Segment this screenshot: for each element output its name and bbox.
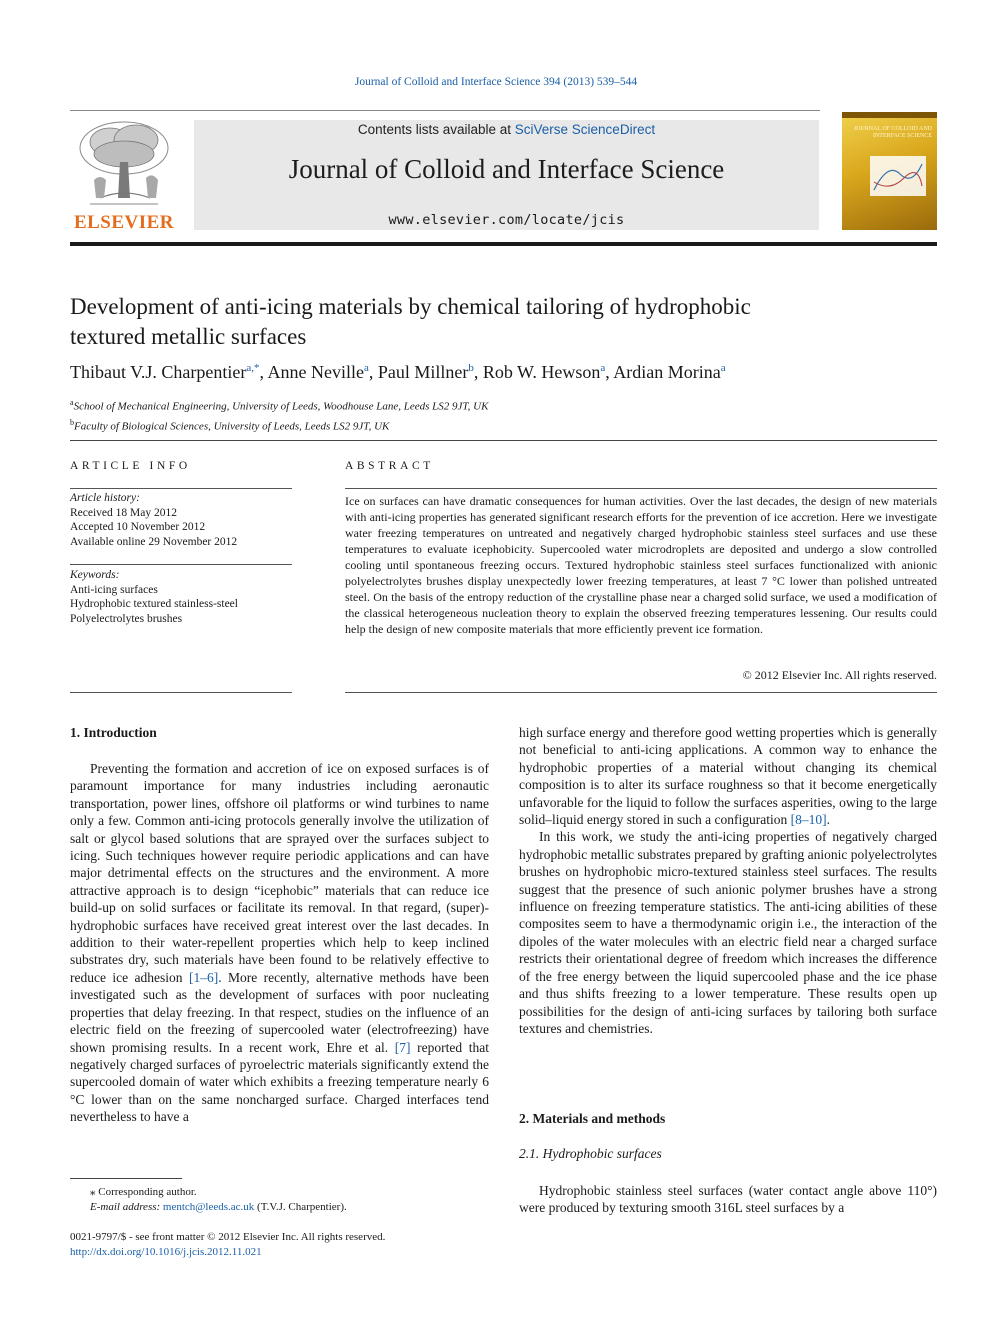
abstract-copyright: © 2012 Elsevier Inc. All rights reserved. — [742, 668, 937, 682]
body-column-right-continued — [519, 1182, 937, 1217]
author-affiliation-mark[interactable]: b — [468, 362, 474, 374]
article-info-rule — [70, 564, 292, 565]
affiliation-text: Faculty of Biological Sciences, University of Leeds, Leeds LS2 9JT, UK — [74, 420, 390, 433]
author-affiliation-mark[interactable]: a,* — [246, 362, 260, 374]
affiliation-text: School of Mechanical Engineering, University of Leeds, Woodhouse Lane, Leeds LS2 9JT, UK — [73, 400, 489, 413]
footnote-rule — [70, 1178, 182, 1179]
author-affiliation-mark[interactable]: a — [600, 362, 606, 374]
paper-title — [70, 292, 930, 352]
title-line-2: textured metallic surfaces — [70, 324, 307, 349]
header-thick-rule — [70, 242, 937, 246]
article-info-heading: ARTICLE INFO — [70, 460, 191, 472]
author-name[interactable]: Paul Millner — [377, 362, 469, 382]
journal-title: Journal of Colloid and Interface Science — [288, 154, 725, 184]
email-note — [70, 1200, 347, 1215]
online-date: Available online 29 November 2012 — [70, 535, 238, 548]
sciencedirect-link[interactable]: SciVerse ScienceDirect — [514, 122, 656, 137]
publication-info — [70, 1230, 385, 1260]
affiliation-item — [70, 415, 488, 435]
elsevier-wordmark: ELSEVIER — [73, 212, 175, 233]
paragraph-text: . More recently, alternative methods have been investigated such as the development of surfaces with poor nucleating properties that delay freezing. In that respect, studies on the influence of an electric field on the freezing of supercooled water (electrofreezing) have shown promising results. In a recent work, Ehre et al. — [70, 969, 489, 1055]
author-name[interactable]: Anne Neville — [267, 362, 364, 382]
citation-link[interactable]: [8–10] — [790, 812, 827, 828]
doi-link[interactable]: http://dx.doi.org/10.1016/j.jcis.2012.11.021 — [70, 1246, 262, 1258]
article-history — [70, 491, 292, 549]
received-date: Received 18 May 2012 — [70, 506, 177, 519]
author-name[interactable]: Ardian Morina — [613, 362, 721, 382]
paragraph-text: Preventing the formation and accretion of ice on exposed surfaces is of paramount importance for many industries including aeronautic transportation, power lines, offshore oil platforms or wind turbines to name only a few. Common anti-icing protocols generally involve the utilization of salt or glycol based solutions that are sprayed over the surfaces subject to icing. Such techniques however require periodic applications and can have major detrimental effects on the structures and the environment. A more attractive approach is to design “icephobic” materials that can reduce ice build-up on solid surfaces or facilitate its removal. In that regard, (super)-hydrophobic surfaces have received great interest over the last decades. In addition to their water-repellent properties which help to keep inclined substrates dry, such materials have been found to be relatively effective to reduce ice adhesion — [70, 761, 489, 985]
body-column-left — [70, 760, 489, 1126]
paragraph — [70, 760, 489, 1126]
keyword-item: Anti-icing surfaces — [70, 583, 158, 596]
subsection-heading: 2.1. Hydrophobic surfaces — [519, 1146, 662, 1161]
article-info-rule — [70, 692, 292, 693]
contents-line — [194, 122, 819, 137]
keyword-item: Polyelectrolytes brushes — [70, 612, 183, 625]
author-affiliation-mark[interactable]: a — [363, 362, 369, 374]
corresponding-author-note: ⁎ Corresponding author. — [90, 1186, 197, 1198]
article-info-rule — [70, 488, 292, 489]
citation-link[interactable]: [1–6] — [188, 969, 219, 985]
keywords-label: Keywords: — [70, 569, 120, 581]
footnotes — [70, 1185, 347, 1215]
journal-citation[interactable]: Journal of Colloid and Interface Science 394 (2013) 539–544 — [354, 76, 638, 88]
section-heading-materials: 2. Materials and methods — [519, 1111, 666, 1126]
accepted-date: Accepted 10 November 2012 — [70, 521, 206, 533]
abstract-text: Ice on surfaces can have dramatic consequences for human activities. Over the last decades, the design of new materials with anti-icing properties has generated significant research efforts for the prevention of ice accretion. Here we investigate water freezing temperatures on untreated and negatively charged hydrophobic stainless steel surfaces and use these temperatures to evaluate icephobicity. Supercooled water microdroplets are deposited and undergo a slow controlled cooling until spontaneous freezing occurs. Textured hydrophobic stainless steel surfaces functionalized with anionic polyelectrolytes brushes display unexpectedly lower freezing temperatures, at least 7 °C lower than polished untreated steel. On the basis of the entropy reduction of the crystalline phase near a charged solid surface, we used a modification of the classical heterogeneous nucleation theory to explain the observed freezing temperatures lessening. Our results could help the design of new composite materials that more efficiently prevent ice formation. — [345, 494, 937, 636]
abstract-rule — [345, 692, 937, 693]
author-list: Thibaut V.J. Charpentier$^{a,*}$, Anne Neville$^a$, Paul Millner$^b$, Rob W. Hewson$^a$, Ardian Morina$^a$ — [70, 362, 726, 382]
section-heading-introduction: 1. Introduction — [70, 725, 157, 740]
affiliation-mark: a — [70, 398, 74, 407]
author-name[interactable]: Thibaut V.J. Charpentier — [70, 362, 247, 382]
paragraph-text: reported that negatively charged surfaces of pyroelectric materials significantly extend the supercooled domain of water which exhibits a freezing temperature nearly 6 °C lower than on the same noncharged surface. Charged interfaces tend nevertheless to have a — [70, 1039, 489, 1125]
email-label: E-mail address: — [90, 1201, 163, 1213]
history-label: Article history: — [70, 492, 140, 504]
header-rule — [70, 110, 820, 111]
abstract-rule — [345, 488, 937, 489]
keywords — [70, 568, 292, 626]
title-line-1: Development of anti-icing materials by chemical tailoring of hydrophobic — [70, 294, 751, 319]
keyword-item: Hydrophobic textured stainless-steel — [70, 598, 238, 610]
affiliations — [70, 395, 488, 434]
paragraph: In this work, we study the anti-icing properties of negatively charged hydrophobic metallic substrates prepared by grafting anionic polyelectrolytes brushes on hydrophobic micro-textured stainless steel surfaces. The results suggest that the presence of such anionic polymer brushes have a strong influence on freezing temperature statistics. The anti-icing abilities of these composites seem to have a thermodynamic origin i.e., the interaction of the dipoles of the water molecules with an electric field near a charged surface restricts their orientational degree of freedom which increases the difference of the free energy between the liquid supercooled phase and the ice phase and thus shifts freezing to a lower temperature. These results open up possibilities for the design of anti-icing surfaces by tailoring both surface textures and chemistries. — [519, 829, 937, 1036]
title-separator — [70, 440, 937, 441]
email-link[interactable]: mentch@leeds.ac.uk — [162, 1201, 255, 1213]
paragraph — [519, 724, 937, 828]
author-affiliation-mark[interactable]: a — [720, 362, 726, 374]
paragraph-text: high surface energy and therefore good wetting properties which is generally not beneficial to anti-icing applications. A common way to enhance the hydrophobic properties of a material without changing its chemical composition is to alter its surface roughness so that it become energetically unfavorable for the liquid to follow the surfaces asperities, owing to the large solid–liquid energy stored in such a configuration — [519, 725, 937, 828]
tree-icon — [70, 118, 178, 210]
cover-journal-name: JOURNAL OF COLLOID AND INTERFACE SCIENCE — [853, 126, 932, 139]
author-name[interactable]: Rob W. Hewson — [482, 362, 601, 382]
email-suffix: (T.V.J. Charpentier). — [254, 1201, 347, 1213]
abstract-heading: ABSTRACT — [345, 460, 434, 472]
citation-link[interactable]: [7] — [394, 1039, 411, 1055]
journal-homepage-link[interactable]: www.elsevier.com/locate/jcis — [388, 212, 625, 228]
issn-line: 0021-9797/$ - see front matter © 2012 Elsevier Inc. All rights reserved. — [70, 1231, 386, 1243]
affiliation-mark: b — [70, 417, 74, 427]
affiliation-item — [70, 395, 488, 415]
body-column-right — [519, 724, 937, 1037]
contents-prefix: Contents lists available at — [357, 122, 515, 137]
paragraph-text: . — [826, 812, 830, 828]
paragraph: Hydrophobic stainless steel surfaces (water contact angle above 110°) were produced by texturing smooth 316L steel surfaces by a — [519, 1183, 937, 1216]
